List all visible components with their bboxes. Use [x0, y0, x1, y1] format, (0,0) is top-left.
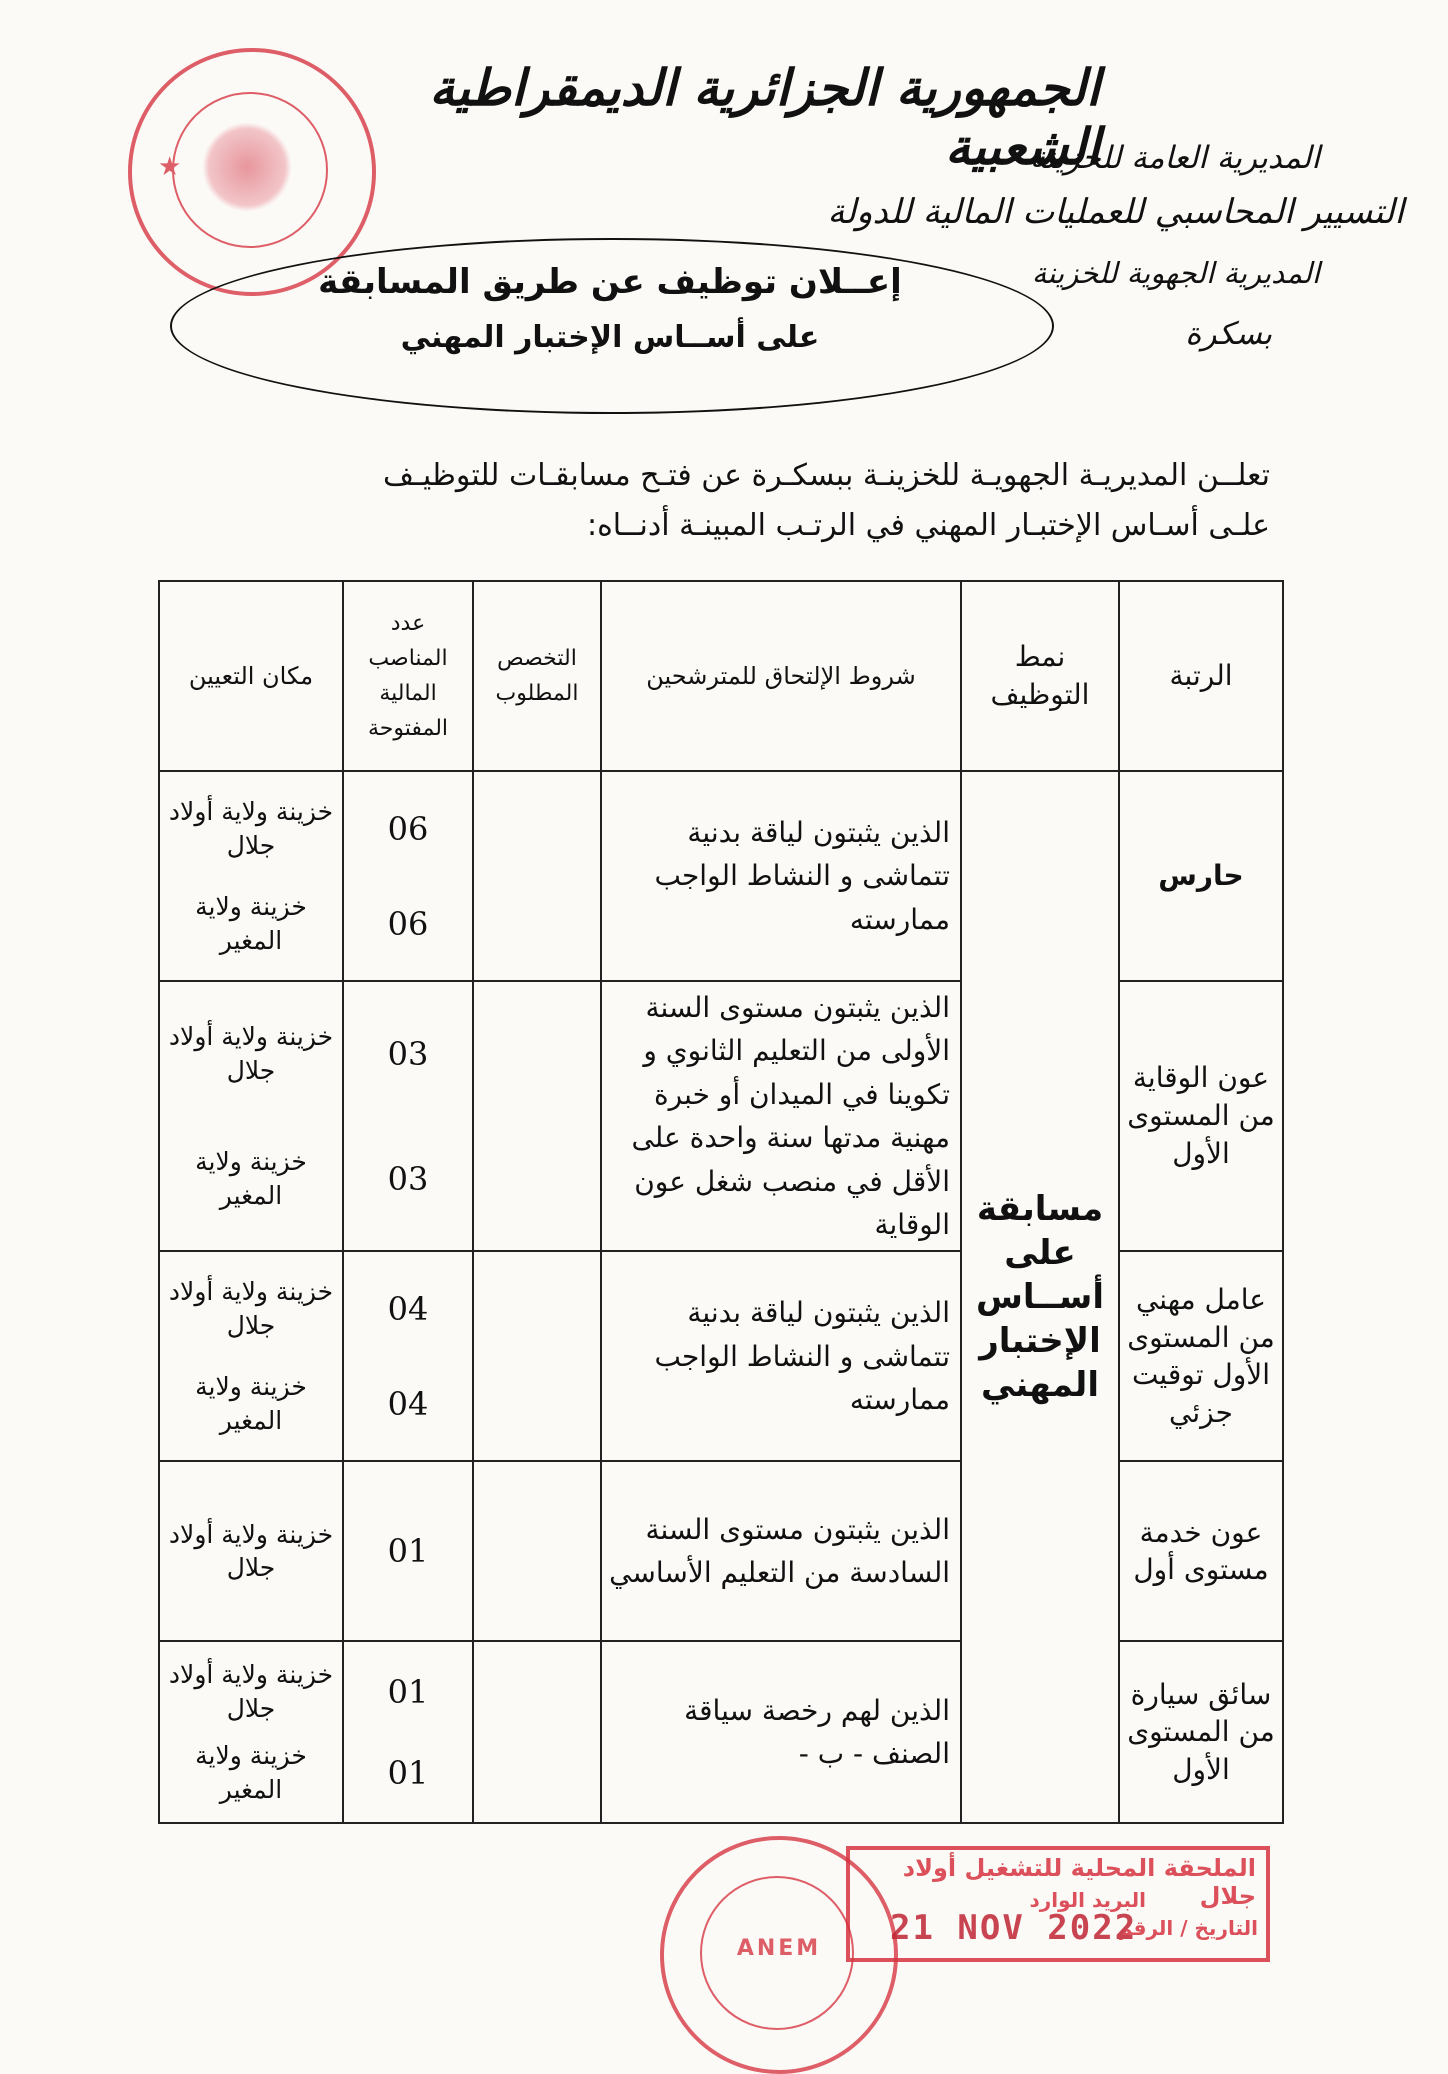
- conditions-cell: الذين يثبتون لياقة بدنية تتماشى و النشاط الواجب ممارسته: [601, 771, 961, 981]
- stamp-office-name: الملحقة المحلية للتشغيل أولاد جلال: [902, 1854, 1256, 1910]
- place-cell: [159, 981, 343, 1251]
- place-cell: [159, 1251, 343, 1461]
- place-value: خزينة ولاية أولاد جلال: [168, 1277, 334, 1340]
- table-row: [159, 771, 1283, 981]
- stamp-date-label: التاريخ / الرقم: [1117, 1916, 1258, 1940]
- conditions-cell: الذين يثبتون مستوى السنة الأولى من التعليم الثانوي و تكوينا في الميدان أو خبرة مهنية مدتها سنة واحدة على الأقل في منصب شغل عون الوقاية: [601, 981, 961, 1251]
- rank-cell: سائق سيارة من المستوى الأول: [1119, 1641, 1283, 1823]
- place-cell: [159, 1641, 343, 1823]
- anem-label: ANEM: [736, 1936, 822, 1961]
- posts-value: 04: [387, 1384, 429, 1423]
- header-mode: نمط التوظيف: [961, 581, 1119, 771]
- conditions-cell: الذين لهم رخصة سياقة الصنف - ب -: [601, 1641, 961, 1823]
- announcement-subtitle: على أســاس الإختبار المهني: [400, 320, 820, 355]
- posts-value: 06: [387, 809, 429, 848]
- specialty-cell: [473, 771, 601, 981]
- header-line-3: المديرية الجهوية للخزينة: [1031, 256, 1320, 290]
- place-value: خزينة ولاية المغير: [195, 891, 307, 955]
- seal-star-icon: ★: [158, 152, 182, 182]
- posts-value: 03: [387, 1034, 429, 1073]
- place-cell: [159, 771, 343, 981]
- conditions-cell: الذين يثبتون لياقة بدنية تتماشى و النشاط الواجب ممارسته: [601, 1251, 961, 1461]
- place-value: خزينة ولاية المغير: [195, 1741, 307, 1804]
- header-line-4: بسكرة: [1185, 316, 1272, 352]
- header-conditions: شروط الإلتحاق للمترشحين: [601, 581, 961, 771]
- posts-cell: 01: [343, 1461, 473, 1641]
- place-value: خزينة ولاية المغير: [195, 1372, 307, 1435]
- specialty-cell: [473, 1641, 601, 1823]
- place-value: خزينة ولاية أولاد جلال: [168, 1021, 334, 1085]
- announcement-title: إعــلان توظيف عن طريق المسابقة: [318, 262, 902, 302]
- place-cell: خزينة ولاية أولاد جلال: [159, 1461, 343, 1641]
- header-posts: عدد المناصب المالية المفتوحة: [343, 581, 473, 771]
- received-mail-stamp: [846, 1846, 1270, 1962]
- conditions-cell: الذين يثبتون مستوى السنة السادسة من التعليم الأساسي: [601, 1461, 961, 1641]
- republic-title: الجمهورية الجزائرية الديمقراطية الشعبية: [429, 58, 1100, 176]
- header-specialty: التخصص المطلوب: [473, 581, 601, 771]
- posts-value: 01: [387, 1672, 429, 1711]
- posts-value: 06: [387, 904, 429, 943]
- rank-cell: حارس: [1119, 771, 1283, 981]
- rank-cell: عون خدمة مستوى أول: [1119, 1461, 1283, 1641]
- stamp-date: 21 NOV 2022: [890, 1908, 1138, 1948]
- posts-value: 04: [387, 1289, 429, 1328]
- recruitment-mode-cell: مسابقة على أســاس الإختبار المهني: [961, 771, 1119, 1823]
- posts-cell: [343, 771, 473, 981]
- posts-cell: [343, 1251, 473, 1461]
- header-line-1: المديرية العامة للخزينة: [1029, 140, 1320, 176]
- posts-value: 01: [387, 1753, 429, 1792]
- posts-value: 03: [387, 1159, 429, 1198]
- header-rank: الرتبة: [1119, 581, 1283, 771]
- specialty-cell: [473, 1251, 601, 1461]
- table-header-row: [159, 581, 1283, 771]
- specialty-cell: [473, 981, 601, 1251]
- specialty-cell: [473, 1461, 601, 1641]
- place-value: خزينة ولاية أولاد جلال: [168, 796, 334, 860]
- posts-cell: [343, 981, 473, 1251]
- posts-cell: [343, 1641, 473, 1823]
- rank-cell: عامل مهني من المستوى الأول توقيت جزئي: [1119, 1251, 1283, 1461]
- rank-cell: عون الوقاية من المستوى الأول: [1119, 981, 1283, 1251]
- intro-line-1: تعلــن المديريـة الجهويـة للخزينـة ببسكـرة عن فتـح مسابقـات للتوظيـف: [383, 458, 1270, 493]
- place-value: خزينة ولاية المغير: [195, 1146, 307, 1210]
- header-line-2: التسيير المحاسبي للعمليات المالية للدولة: [827, 192, 1404, 232]
- place-value: خزينة ولاية أولاد جلال: [168, 1660, 334, 1723]
- stamp-mail-label: البريد الوارد: [1029, 1888, 1146, 1912]
- positions-table: [158, 580, 1284, 1824]
- intro-line-2: علـى أسـاس الإختبـار المهني في الرتـب المبينـة أدنــاه:: [586, 508, 1270, 543]
- header-place: مكان التعيين: [159, 581, 343, 771]
